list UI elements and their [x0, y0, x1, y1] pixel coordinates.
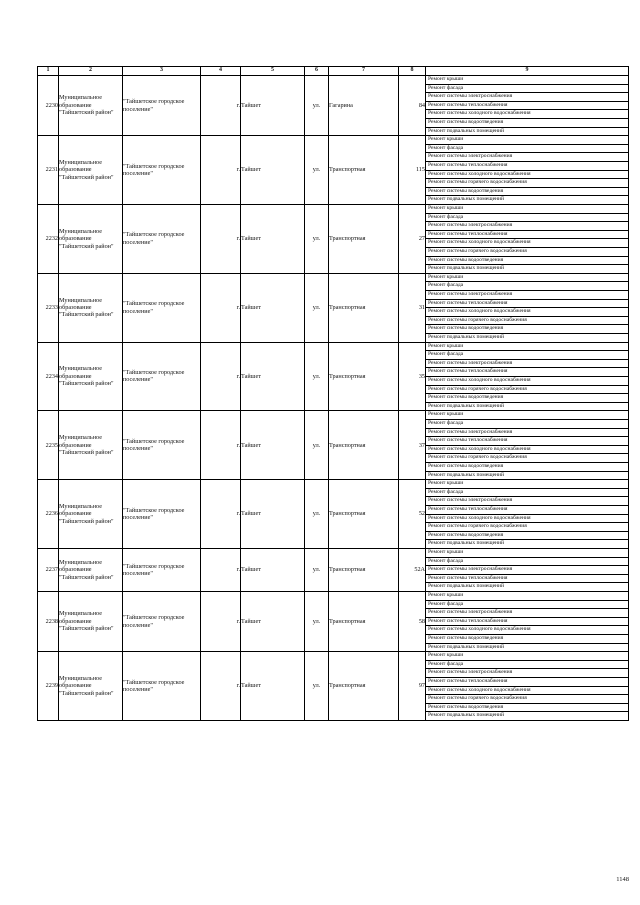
works-cell	[426, 548, 629, 591]
work-item: Ремонт системы теплоснабжения	[426, 162, 628, 171]
table-row	[38, 480, 629, 549]
street-type-cell: ул.	[305, 76, 329, 136]
work-item: Ремонт подвальных помещений	[428, 265, 505, 272]
works-cell	[426, 342, 629, 411]
works-cell	[426, 591, 629, 651]
municipality-cell: Муниципальное образование "Тайшетский район"	[59, 591, 123, 651]
header-cell: 8	[399, 67, 426, 76]
work-item: Ремонт подвальных помещений	[428, 196, 505, 203]
work-item: Ремонт системы холодного водоснабжения	[426, 626, 628, 635]
works-cell	[426, 480, 629, 549]
work-item: Ремонт фасада	[426, 489, 628, 498]
work-item: Ремонт системы водоотведения	[426, 704, 628, 713]
house-number-cell: 37	[399, 411, 426, 480]
city-cell: Тайшет	[241, 273, 305, 342]
locality-type-cell: г.	[201, 273, 241, 342]
city-cell: Тайшет	[241, 652, 305, 721]
street-cell: Транспортная	[329, 136, 399, 205]
work-item: Ремонт крыши	[426, 274, 628, 283]
city-cell: Тайшет	[241, 411, 305, 480]
work-item: Ремонт системы теплоснабжения	[426, 506, 628, 515]
house-number-cell: 97	[399, 652, 426, 721]
work-item: Ремонт системы холодного водоснабжения	[426, 110, 628, 119]
work-item: Ремонт фасада	[426, 85, 628, 94]
municipality-cell: Муниципальное образование "Тайшетский район"	[59, 204, 123, 273]
municipality-cell: Муниципальное образование "Тайшетский район"	[59, 548, 123, 591]
table-row	[38, 591, 629, 651]
work-item: Ремонт подвальных помещений	[428, 583, 505, 590]
work-item: Ремонт системы электроснабжения	[426, 153, 628, 162]
work-item: Ремонт системы водоотведения	[426, 532, 628, 541]
work-item: Ремонт системы электроснабжения	[426, 93, 628, 102]
header-cell: 4	[201, 67, 241, 76]
table-row	[38, 76, 629, 136]
works-list	[426, 205, 628, 273]
municipality-cell: Муниципальное образование "Тайшетский район"	[59, 342, 123, 411]
work-item: Ремонт системы холодного водоснабжения	[426, 239, 628, 248]
work-item: Ремонт системы водоотведения	[426, 463, 628, 472]
work-item: Ремонт системы теплоснабжения	[426, 618, 628, 627]
work-item: Ремонт фасада	[426, 214, 628, 223]
works-list	[426, 411, 628, 479]
work-item: Ремонт крыши	[426, 549, 628, 558]
settlement-cell: "Тайшетское городское поселение"	[123, 204, 201, 273]
works-list	[426, 343, 628, 411]
work-item: Ремонт системы холодного водоснабжения	[426, 377, 628, 386]
table-row	[38, 548, 629, 591]
street-cell: Транспортная	[329, 548, 399, 591]
work-item: Ремонт крыши	[426, 343, 628, 352]
work-item: Ремонт системы водоотведения	[426, 635, 628, 644]
street-cell: Транспортная	[329, 652, 399, 721]
work-item: Ремонт системы горячего водоснабжения	[426, 386, 628, 395]
work-item: Ремонт системы горячего водоснабжения	[426, 454, 628, 463]
street-cell: Транспортная	[329, 273, 399, 342]
work-item: Ремонт системы холодного водоснабжения	[426, 308, 628, 317]
row-number: 2239	[38, 652, 59, 721]
street-type-cell: ул.	[305, 342, 329, 411]
works-list	[426, 592, 628, 651]
work-item: Ремонт системы электроснабжения	[426, 222, 628, 231]
work-item: Ремонт системы теплоснабжения	[426, 368, 628, 377]
house-number-cell: 35	[399, 342, 426, 411]
table-row	[38, 136, 629, 205]
works-cell	[426, 652, 629, 721]
work-item: Ремонт системы холодного водоснабжения	[426, 171, 628, 180]
header-cell: 1	[38, 67, 59, 76]
city-cell: Тайшет	[241, 591, 305, 651]
city-cell: Тайшет	[241, 342, 305, 411]
municipality-cell: Муниципальное образование "Тайшетский район"	[59, 136, 123, 205]
work-item: Ремонт подвальных помещений	[428, 127, 505, 134]
works-cell	[426, 411, 629, 480]
house-number-cell: 58	[399, 591, 426, 651]
work-item: Ремонт крыши	[426, 136, 628, 145]
works-list	[426, 136, 628, 204]
street-cell: Гагарина	[329, 76, 399, 136]
city-cell: Тайшет	[241, 548, 305, 591]
header-cell: 3	[123, 67, 201, 76]
work-item: Ремонт фасада	[426, 145, 628, 154]
locality-type-cell: г.	[201, 136, 241, 205]
settlement-cell: "Тайшетское городское поселение"	[123, 591, 201, 651]
work-item: Ремонт системы водоотведения	[426, 325, 628, 334]
work-item: Ремонт системы электроснабжения	[426, 291, 628, 300]
row-number: 2234	[38, 342, 59, 411]
row-number: 2235	[38, 411, 59, 480]
municipality-cell: Муниципальное образование "Тайшетский район"	[59, 273, 123, 342]
work-item: Ремонт системы электроснабжения	[426, 360, 628, 369]
house-number-cell: 52	[399, 480, 426, 549]
header-cell: 5	[241, 67, 305, 76]
work-item: Ремонт системы горячего водоснабжения	[426, 523, 628, 532]
work-item: Ремонт системы теплоснабжения	[426, 231, 628, 240]
locality-type-cell: г.	[201, 204, 241, 273]
settlement-cell: "Тайшетское городское поселение"	[123, 652, 201, 721]
work-item: Ремонт системы теплоснабжения	[426, 102, 628, 111]
work-item: Ремонт системы электроснабжения	[426, 609, 628, 618]
work-item: Ремонт системы холодного водоснабжения	[426, 446, 628, 455]
works-cell	[426, 76, 629, 136]
table-row	[38, 204, 629, 273]
works-list	[426, 274, 628, 342]
work-item: Ремонт системы водоотведения	[426, 394, 628, 403]
work-item: Ремонт крыши	[426, 480, 628, 489]
work-item: Ремонт системы электроснабжения	[426, 497, 628, 506]
street-type-cell: ул.	[305, 652, 329, 721]
table-row	[38, 652, 629, 721]
house-number-cell: 52А	[399, 548, 426, 591]
settlement-cell: "Тайшетское городское поселение"	[123, 76, 201, 136]
table-row	[38, 273, 629, 342]
street-cell: Транспортная	[329, 204, 399, 273]
work-item: Ремонт системы теплоснабжения	[426, 575, 628, 584]
street-type-cell: ул.	[305, 273, 329, 342]
locality-type-cell: г.	[201, 76, 241, 136]
settlement-cell: "Тайшетское городское поселение"	[123, 273, 201, 342]
settlement-cell: "Тайшетское городское поселение"	[123, 136, 201, 205]
work-item: Ремонт подвальных помещений	[428, 471, 505, 478]
municipality-cell: Муниципальное образование "Тайшетский район"	[59, 480, 123, 549]
work-item: Ремонт подвальных помещений	[428, 712, 505, 719]
works-list	[426, 480, 628, 548]
street-type-cell: ул.	[305, 411, 329, 480]
work-item: Ремонт системы электроснабжения	[426, 566, 628, 575]
works-cell	[426, 136, 629, 205]
row-number: 2232	[38, 204, 59, 273]
municipality-cell: Муниципальное образование "Тайшетский район"	[59, 411, 123, 480]
work-item: Ремонт системы горячего водоснабжения	[426, 248, 628, 257]
settlement-cell: "Тайшетское городское поселение"	[123, 411, 201, 480]
table-row	[38, 342, 629, 411]
work-item: Ремонт крыши	[426, 205, 628, 214]
header-cell: 9	[426, 67, 629, 76]
municipality-cell: Муниципальное образование "Тайшетский район"	[59, 652, 123, 721]
street-type-cell: ул.	[305, 480, 329, 549]
work-item: Ремонт системы водоотведения	[426, 257, 628, 266]
locality-type-cell: г.	[201, 480, 241, 549]
street-cell: Транспортная	[329, 591, 399, 651]
house-number-cell: 115	[399, 136, 426, 205]
work-item: Ремонт подвальных помещений	[428, 643, 505, 650]
work-item: Ремонт подвальных помещений	[428, 540, 505, 547]
work-item: Ремонт системы электроснабжения	[426, 429, 628, 438]
work-item: Ремонт крыши	[426, 76, 628, 85]
city-cell: Тайшет	[241, 204, 305, 273]
work-item: Ремонт системы водоотведения	[426, 188, 628, 197]
row-number: 2230	[38, 76, 59, 136]
work-item: Ремонт системы горячего водоснабжения	[426, 179, 628, 188]
works-list	[426, 549, 628, 591]
work-item: Ремонт системы горячего водоснабжения	[426, 695, 628, 704]
city-cell: Тайшет	[241, 76, 305, 136]
work-item: Ремонт системы водоотведения	[426, 119, 628, 128]
city-cell: Тайшет	[241, 480, 305, 549]
row-number: 2237	[38, 548, 59, 591]
house-number-cell: 31	[399, 273, 426, 342]
locality-type-cell: г.	[201, 342, 241, 411]
row-number: 2231	[38, 136, 59, 205]
street-cell: Транспортная	[329, 411, 399, 480]
header-cell: 2	[59, 67, 123, 76]
house-number-cell: 84	[399, 76, 426, 136]
street-cell: Транспортная	[329, 342, 399, 411]
city-cell: Тайшет	[241, 136, 305, 205]
work-item: Ремонт фасада	[426, 420, 628, 429]
work-item: Ремонт крыши	[426, 592, 628, 601]
settlement-cell: "Тайшетское городское поселение"	[123, 480, 201, 549]
street-type-cell: ул.	[305, 548, 329, 591]
street-type-cell: ул.	[305, 204, 329, 273]
works-cell	[426, 204, 629, 273]
work-item: Ремонт подвальных помещений	[428, 402, 505, 409]
registry-table	[37, 66, 629, 721]
header-row	[38, 67, 629, 76]
work-item: Ремонт крыши	[426, 411, 628, 420]
work-item: Ремонт фасада	[426, 601, 628, 610]
work-item: Ремонт фасада	[426, 558, 628, 567]
work-item: Ремонт фасада	[426, 661, 628, 670]
work-item: Ремонт фасада	[426, 351, 628, 360]
work-item: Ремонт системы теплоснабжения	[426, 678, 628, 687]
work-item: Ремонт крыши	[426, 652, 628, 661]
work-item: Ремонт фасада	[426, 282, 628, 291]
header-cell: 7	[329, 67, 399, 76]
works-list	[426, 76, 628, 135]
street-type-cell: ул.	[305, 136, 329, 205]
settlement-cell: "Тайшетское городское поселение"	[123, 548, 201, 591]
municipality-cell: Муниципальное образование "Тайшетский район"	[59, 76, 123, 136]
settlement-cell: "Тайшетское городское поселение"	[123, 342, 201, 411]
work-item: Ремонт системы горячего водоснабжения	[426, 317, 628, 326]
row-number: 2233	[38, 273, 59, 342]
locality-type-cell: г.	[201, 591, 241, 651]
work-item: Ремонт системы холодного водоснабжения	[426, 687, 628, 696]
locality-type-cell: г.	[201, 652, 241, 721]
page-number: 1148	[616, 876, 629, 883]
row-number: 2238	[38, 591, 59, 651]
house-number-cell: 27	[399, 204, 426, 273]
work-item: Ремонт подвальных помещений	[428, 333, 505, 340]
works-cell	[426, 273, 629, 342]
row-number: 2236	[38, 480, 59, 549]
work-item: Ремонт системы электроснабжения	[426, 669, 628, 678]
works-list	[426, 652, 628, 720]
work-item: Ремонт системы теплоснабжения	[426, 300, 628, 309]
street-cell: Транспортная	[329, 480, 399, 549]
locality-type-cell: г.	[201, 548, 241, 591]
locality-type-cell: г.	[201, 411, 241, 480]
work-item: Ремонт системы холодного водоснабжения	[426, 515, 628, 524]
table-row	[38, 411, 629, 480]
street-type-cell: ул.	[305, 591, 329, 651]
work-item: Ремонт системы теплоснабжения	[426, 437, 628, 446]
header-cell: 6	[305, 67, 329, 76]
